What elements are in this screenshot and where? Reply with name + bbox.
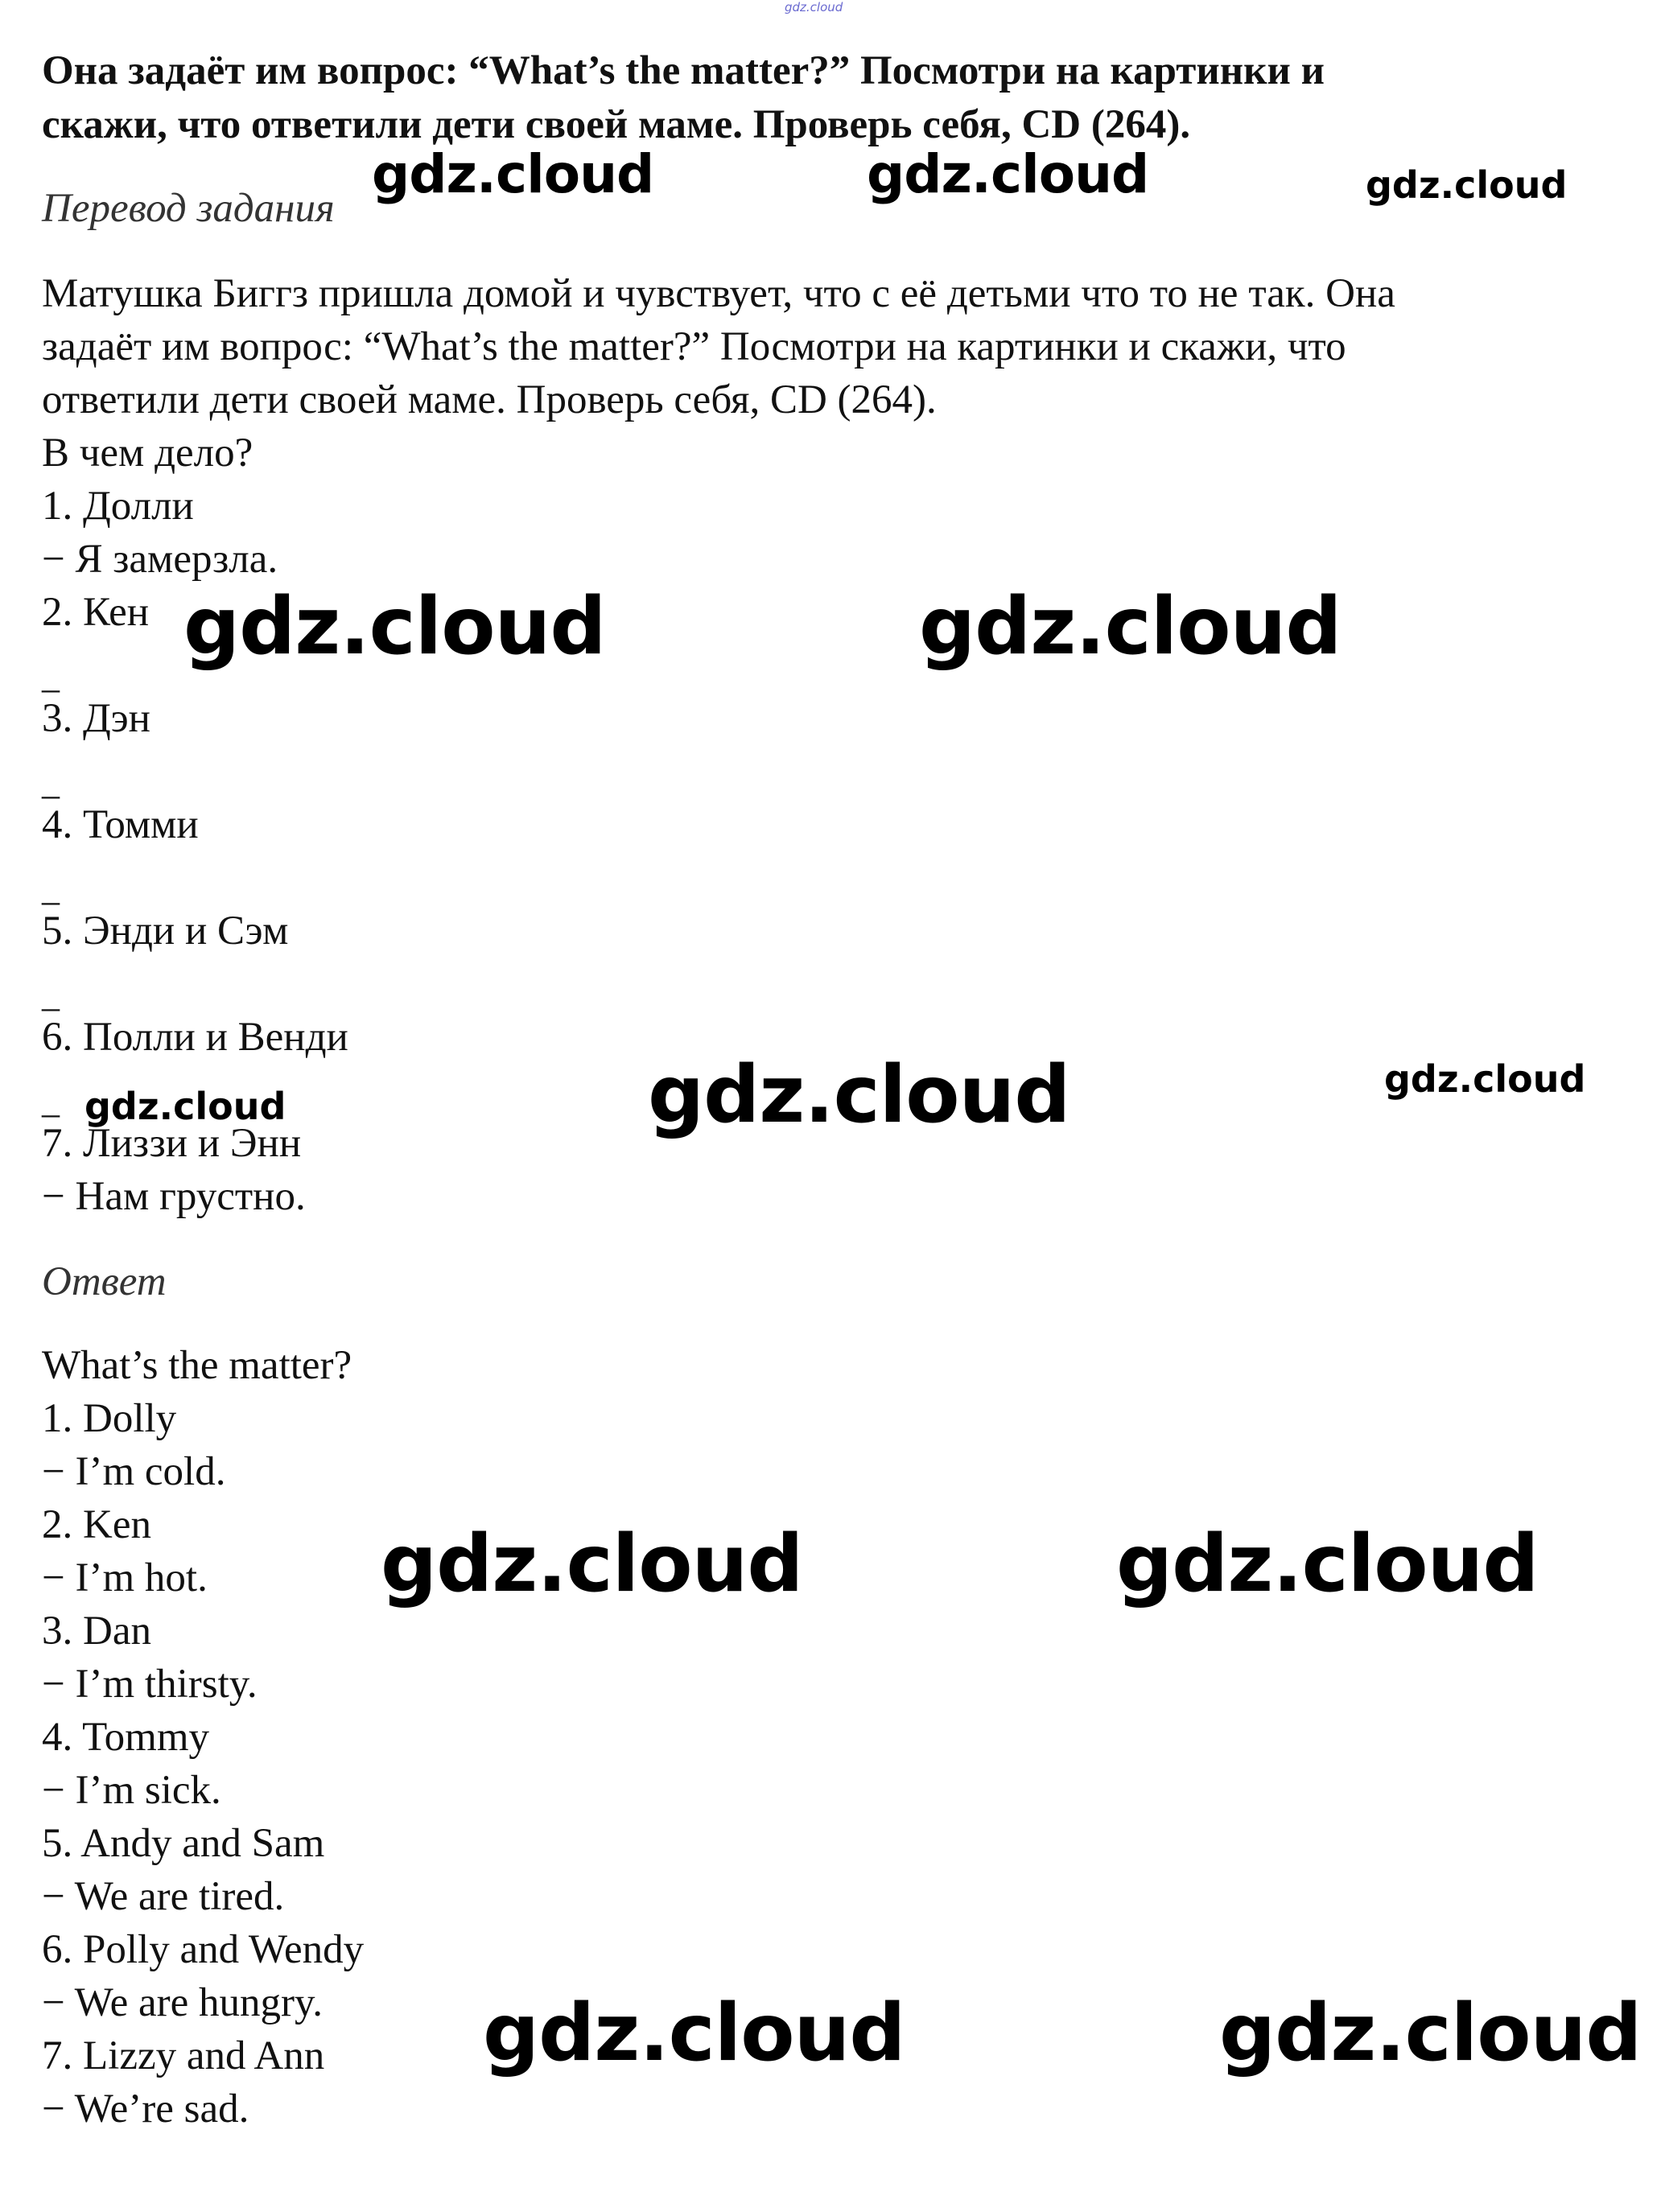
watermark: gdz.cloud (1366, 163, 1568, 207)
watermark: gdz.cloud (381, 1518, 803, 1610)
translation-item-4-reply: _ (42, 869, 60, 908)
answer-item-3-reply: − I’m thirsty. (42, 1662, 258, 1707)
header-watermark: gdz.cloud (785, 0, 843, 14)
answer-item-2-name: 2. Ken (42, 1502, 151, 1547)
translation-item-2-name: 2. Кен (42, 590, 150, 635)
watermark: gdz.cloud (183, 581, 606, 673)
answer-item-4-name: 4. Tommy (42, 1715, 210, 1760)
answer-item-4-reply: − I’m sick. (42, 1768, 221, 1813)
translation-heading: Перевод задания (42, 186, 335, 231)
translation-item-5-name: 5. Энди и Сэм (42, 908, 289, 954)
answer-item-1-name: 1. Dolly (42, 1396, 177, 1441)
translation-paragraph-line-2: задаёт им вопрос: “What’s the matter?” Посмотри на картинки и скажи, что (42, 324, 1346, 369)
task-line-2: скажи, что ответили дети своей маме. Проверь себя, CD (264). (42, 102, 1191, 147)
watermark: gdz.cloud (1219, 1988, 1642, 2079)
translation-item-1-reply: − Я замерзла. (42, 537, 278, 582)
watermark: gdz.cloud (372, 143, 654, 205)
answer-item-6-reply: − We are hungry. (42, 1980, 323, 2025)
translation-item-6-name: 6. Полли и Венди (42, 1015, 348, 1060)
translation-paragraph-line-1: Матушка Биггз пришла домой и чувствует, что с её детьми что то не так. Она (42, 271, 1395, 316)
translation-item-4-name: 4. Томми (42, 802, 199, 847)
answer-item-1-reply: − I’m cold. (42, 1449, 226, 1494)
translation-item-6-reply: _ (42, 1081, 60, 1121)
watermark: gdz.cloud (1116, 1518, 1539, 1610)
watermark: gdz.cloud (1384, 1057, 1586, 1101)
translation-question: В чем дело? (42, 430, 253, 476)
answer-item-5-reply: − We are tired. (42, 1874, 285, 1919)
watermark: gdz.cloud (84, 1085, 286, 1128)
translation-item-5-reply: _ (42, 975, 60, 1015)
translation-item-1-name: 1. Долли (42, 484, 194, 529)
answer-question: What’s the matter? (42, 1343, 352, 1388)
answer-item-2-reply: − I’m hot. (42, 1555, 208, 1600)
translation-item-7-name: 7. Лиззи и Энн (42, 1121, 302, 1166)
translation-item-2-reply: _ (42, 657, 60, 696)
translation-item-3-name: 3. Дэн (42, 696, 150, 741)
answer-heading: Ответ (42, 1259, 167, 1304)
task-line-1: Она задаёт им вопрос: “What’s the matter?” Посмотри на картинки и (42, 48, 1325, 93)
watermark: gdz.cloud (919, 581, 1341, 673)
answer-item-7-reply: − We’re sad. (42, 2086, 249, 2132)
answer-item-3-name: 3. Dan (42, 1609, 151, 1654)
watermark: gdz.cloud (483, 1988, 905, 2079)
watermark: gdz.cloud (867, 143, 1149, 205)
answer-item-6-name: 6. Polly and Wendy (42, 1927, 365, 1972)
answer-item-5-name: 5. Andy and Sam (42, 1821, 325, 1866)
watermark: gdz.cloud (648, 1049, 1070, 1141)
translation-paragraph-line-3: ответили дети своей маме. Проверь себя, CD (264). (42, 377, 937, 422)
translation-item-3-reply: _ (42, 763, 60, 802)
translation-item-7-reply: − Нам грустно. (42, 1174, 306, 1219)
answer-item-7-name: 7. Lizzy and Ann (42, 2033, 325, 2078)
